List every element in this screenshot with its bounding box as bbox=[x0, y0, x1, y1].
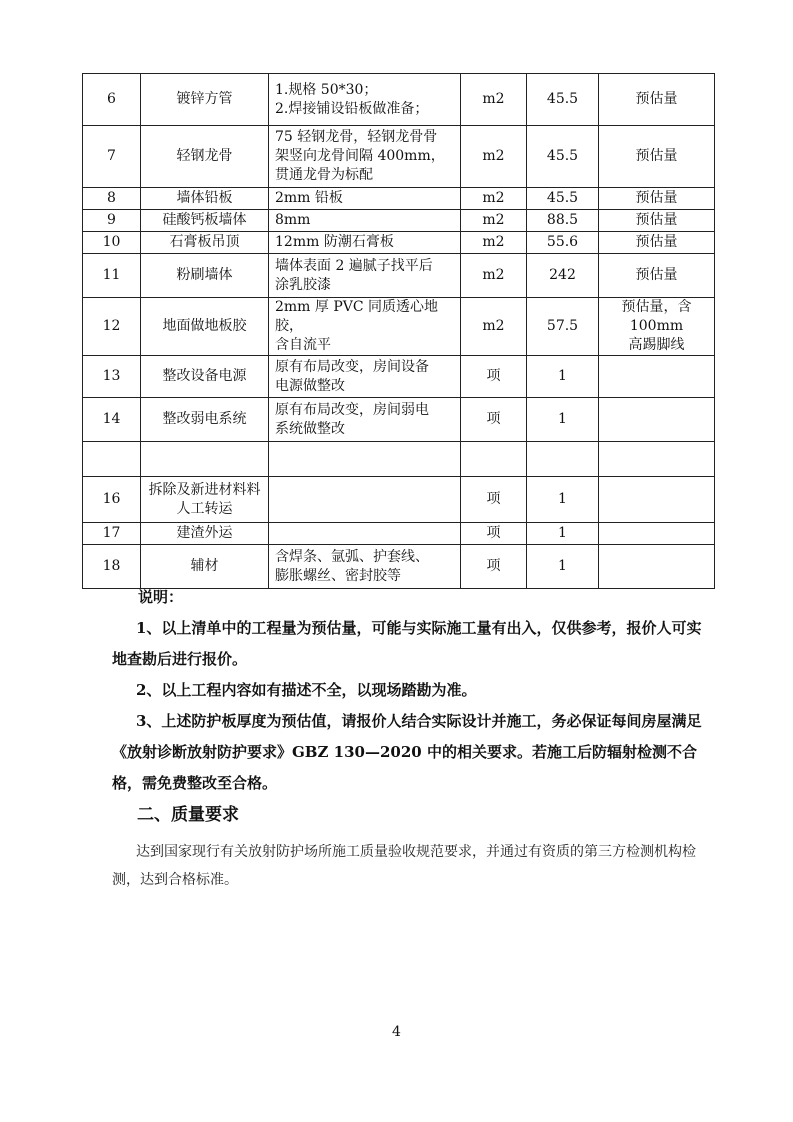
item-description: 1.规格 50*30； 2.焊接铺设铅板做准备； bbox=[269, 74, 461, 126]
item-name: 辅材 bbox=[141, 545, 269, 589]
row-number: 14 bbox=[83, 398, 141, 442]
table-row bbox=[83, 254, 715, 298]
table-row bbox=[83, 74, 715, 126]
quantity: 45.5 bbox=[527, 126, 599, 188]
item-name: 粉刷墙体 bbox=[141, 254, 269, 298]
row-number: 16 bbox=[83, 477, 141, 523]
unit: 项 bbox=[461, 545, 527, 589]
table-row bbox=[83, 188, 715, 210]
table-row bbox=[83, 298, 715, 356]
item-name: 拆除及新进材料料 人工转运 bbox=[141, 477, 269, 523]
item-description: 2mm 厚 PVC 同质透心地胶， 含自流平 bbox=[269, 298, 461, 356]
item-name: 镀锌方管 bbox=[141, 74, 269, 126]
remark: 预估量 bbox=[599, 232, 715, 254]
quantity: 88.5 bbox=[527, 210, 599, 232]
unit: m2 bbox=[461, 188, 527, 210]
item-name: 墙体铅板 bbox=[141, 188, 269, 210]
remark bbox=[599, 442, 715, 477]
item-description: 12mm 防潮石膏板 bbox=[269, 232, 461, 254]
unit: 项 bbox=[461, 398, 527, 442]
table-row-empty bbox=[83, 442, 715, 477]
unit: 项 bbox=[461, 477, 527, 523]
item-name: 建渣外运 bbox=[141, 523, 269, 545]
item-description: 8mm bbox=[269, 210, 461, 232]
unit: 项 bbox=[461, 523, 527, 545]
table-row bbox=[83, 232, 715, 254]
item-description bbox=[269, 523, 461, 545]
item-description: 原有布局改变，房间设备 电源做整改 bbox=[269, 356, 461, 398]
row-number bbox=[83, 442, 141, 477]
item-description bbox=[269, 477, 461, 523]
item-name: 整改弱电系统 bbox=[141, 398, 269, 442]
unit: m2 bbox=[461, 210, 527, 232]
section-heading: 二、质量要求 bbox=[137, 805, 239, 825]
quantity: 55.6 bbox=[527, 232, 599, 254]
table-row bbox=[83, 523, 715, 545]
item-description: 75 轻钢龙骨，轻钢龙骨骨 架竖向龙骨间隔 400mm， 贯通龙骨为标配 bbox=[269, 126, 461, 188]
row-number: 6 bbox=[83, 74, 141, 126]
remark: 预估量 bbox=[599, 188, 715, 210]
unit: m2 bbox=[461, 254, 527, 298]
quantity: 1 bbox=[527, 356, 599, 398]
row-number: 9 bbox=[83, 210, 141, 232]
notes-label: 说明： bbox=[138, 588, 184, 606]
quantity: 1 bbox=[527, 523, 599, 545]
remark bbox=[599, 356, 715, 398]
row-number: 10 bbox=[83, 232, 141, 254]
item-name: 整改设备电源 bbox=[141, 356, 269, 398]
remark: 预估量 bbox=[599, 254, 715, 298]
unit: m2 bbox=[461, 126, 527, 188]
unit: m2 bbox=[461, 232, 527, 254]
row-number: 13 bbox=[83, 356, 141, 398]
quantity: 1 bbox=[527, 398, 599, 442]
item-description: 2mm 铅板 bbox=[269, 188, 461, 210]
item-description: 墙体表面 2 遍腻子找平后 涂乳胶漆 bbox=[269, 254, 461, 298]
row-number: 17 bbox=[83, 523, 141, 545]
remark: 预估量 bbox=[599, 126, 715, 188]
unit bbox=[461, 442, 527, 477]
row-number: 12 bbox=[83, 298, 141, 356]
note-item: 3、上述防护板厚度为预估值，请报价人结合实际设计并施工，务必保证每间房屋满足《放射诊断放射防护要求》GBZ 130—2020 中的相关要求。若施工后防辐射检测不合格，需免费整改至合格。 bbox=[112, 712, 702, 792]
unit: m2 bbox=[461, 74, 527, 126]
item-name: 石膏板吊顶 bbox=[141, 232, 269, 254]
quantity: 57.5 bbox=[527, 298, 599, 356]
table-row bbox=[83, 356, 715, 398]
quantity: 1 bbox=[527, 477, 599, 523]
row-number: 11 bbox=[83, 254, 141, 298]
quantity: 1 bbox=[527, 545, 599, 589]
remark bbox=[599, 523, 715, 545]
note-item: 2、以上工程内容如有描述不全，以现场踏勘为准。 bbox=[136, 681, 477, 699]
table-row bbox=[83, 477, 715, 523]
table-row bbox=[83, 210, 715, 232]
quantity: 45.5 bbox=[527, 74, 599, 126]
unit: 项 bbox=[461, 356, 527, 398]
table-row bbox=[83, 398, 715, 442]
item-description bbox=[269, 442, 461, 477]
quantity bbox=[527, 442, 599, 477]
item-name: 硅酸钙板墙体 bbox=[141, 210, 269, 232]
item-name bbox=[141, 442, 269, 477]
table-row bbox=[83, 126, 715, 188]
quantity: 242 bbox=[527, 254, 599, 298]
quality-requirement-text: 达到国家现行有关放射防护场所施工质量验收规范要求，并通过有资质的第三方检测机构检测，达到合格标准。 bbox=[112, 844, 696, 888]
row-number: 18 bbox=[83, 545, 141, 589]
page-number: 4 bbox=[392, 1024, 401, 1040]
remark: 预估量 bbox=[599, 74, 715, 126]
note-item: 1、以上清单中的工程量为预估量，可能与实际施工量有出入，仅供参考，报价人可实地查勘后进行报价。 bbox=[112, 619, 702, 668]
quantity: 45.5 bbox=[527, 188, 599, 210]
remark: 预估量 bbox=[599, 210, 715, 232]
item-name: 地面做地板胶 bbox=[141, 298, 269, 356]
item-description: 原有布局改变，房间弱电 系统做整改 bbox=[269, 398, 461, 442]
row-number: 8 bbox=[83, 188, 141, 210]
item-name: 轻钢龙骨 bbox=[141, 126, 269, 188]
notes-section bbox=[112, 582, 712, 799]
bill-of-quantities-table bbox=[82, 73, 715, 589]
item-description: 含焊条、氩弧、护套线、 膨胀螺丝、密封胶等 bbox=[269, 545, 461, 589]
row-number: 7 bbox=[83, 126, 141, 188]
remark bbox=[599, 477, 715, 523]
unit: m2 bbox=[461, 298, 527, 356]
remark bbox=[599, 398, 715, 442]
remark: 预估量，含 100mm 高踢脚线 bbox=[599, 298, 715, 356]
